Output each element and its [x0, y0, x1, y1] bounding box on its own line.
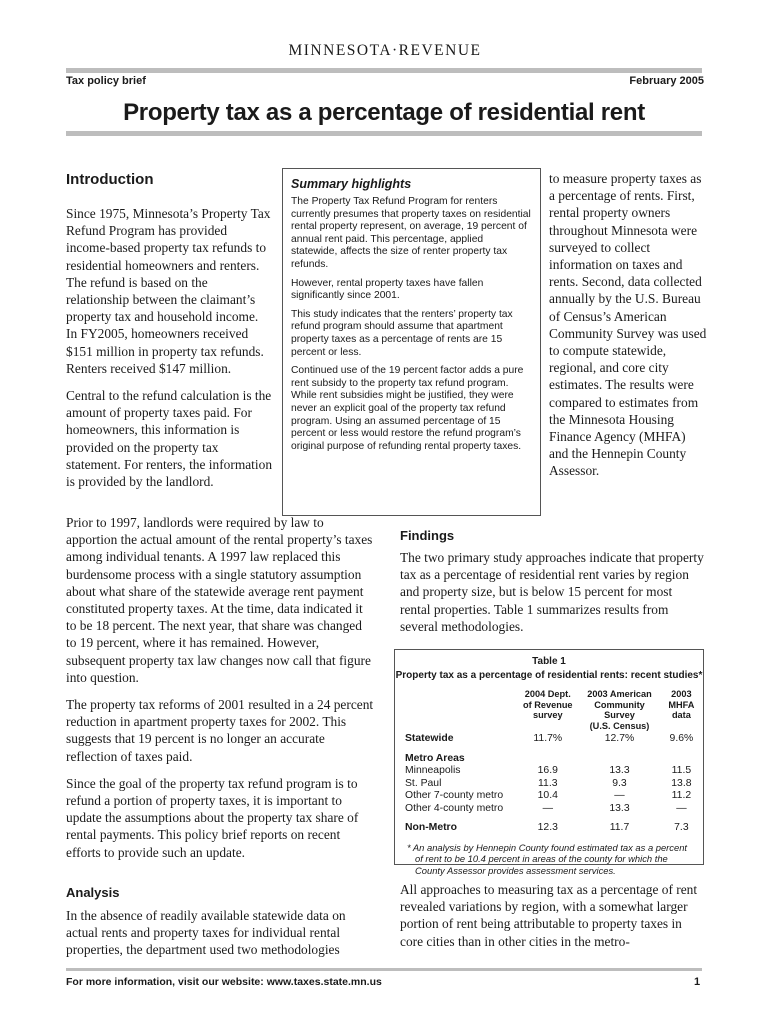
col-header-revenue: 2004 Dept. of Revenue survey [523, 689, 573, 720]
introduction-heading: Introduction [66, 171, 154, 188]
analysis-paragraph: In the absence of readily available statewide data on actual rents and property taxes for individual rental properties, the department used two methodologies [66, 908, 346, 958]
table-row: Other 4-county metro — 13.3 — [405, 802, 687, 814]
summary-paragraph-4: Continued use of the 19 percent factor adds a pure rent subsidy to the property tax refund program. While rent subsidies might be justified, they were never an explicit goal of the property tax refund program. Using an assumed percentage of 15 percent or less would restore the refund program’s original purpose of refunding rental property taxes. [291, 365, 524, 452]
table-label: Table 1 [532, 656, 566, 667]
methodology-column [549, 170, 707, 480]
masthead: MINNESOTA·REVENUE [288, 42, 482, 59]
analysis-column [66, 907, 366, 959]
table-row: Minneapolis 16.9 13.3 11.5 [405, 765, 692, 776]
intro-continued-column [66, 514, 374, 861]
top-rule [66, 68, 702, 73]
intro-paragraph-3: Prior to 1997, landlords were required by law to apportion the actual amount of the rental property’s taxes among individual tenants. A 1997 law replaced this burdensome process with a single statutory assumption about what share of the statewide average rent payment constituted property taxes. At the time, data indicated it to be 18 percent. The next year, that share was changed to 19 percent, where it has remained. However, subsequent property tax law changes now call that figure into question. [66, 515, 373, 685]
summary-paragraph-2: However, rental property taxes have fallen significantly since 2001. [291, 277, 484, 302]
data-table [405, 689, 703, 835]
footer-rule [66, 968, 702, 971]
intro-column [66, 205, 272, 490]
footer-website: For more information, visit our website: www.taxes.state.mn.us [66, 976, 382, 988]
findings-heading: Findings [400, 528, 455, 543]
summary-paragraph-1: The Property Tax Refund Program for renters currently presumes that property taxes on residential rental property represent, on average, 19 percent of annual rent paid. This percentage, applied statewide, affects the size of renter property tax refunds. [291, 196, 531, 270]
table-1-box [394, 649, 704, 876]
summary-highlights-box [282, 168, 541, 516]
page-number: 1 [694, 976, 701, 988]
table-title: Property tax as a percentage of residential rents: recent studies* [395, 670, 703, 681]
intro-paragraph-5: Since the goal of the property tax refund program is to refund a portion of property taxes, it is important to update the assumptions about the property tax share of rental payments. This policy brief reports on recent efforts to provide such an update. [66, 775, 359, 860]
table-row: Other 7-county metro 10.4 — 11.2 [405, 790, 692, 801]
table-row-nonmetro: Non-Metro 12.3 11.7 7.3 [405, 822, 689, 833]
date-label: February 2005 [629, 75, 704, 87]
summary-paragraph-3: This study indicates that the renters’ property tax refund program should assume that apartment property taxes as a percentage of rents are 15 percent or less. [291, 308, 513, 358]
intro-paragraph-1: Since 1975, Minnesota’s Property Tax Refund Program has provided income-based property tax refunds to residential homeowners and renters. The refund is based on the relationship between the claimant’s property tax and household income. In FY2005, homeowners received $151 million in property tax refunds. Renters received $147 million. [66, 206, 271, 376]
findings-paragraph-2: All approaches to measuring tax as a percentage of rent revealed variations by region, with a somewhat larger portion of rent being attributable to property taxes in core cities than in other cities in the metro- [400, 882, 698, 949]
table-row: St. Paul 11.3 9.3 13.8 [405, 777, 692, 789]
page-title: Property tax as a percentage of residential rent [123, 99, 645, 126]
table-footnote: * An analysis by Hennepin County found estimated tax as a percent of rent to be 10.4 percent in areas of the county for which the County Assessor provides assessment services. [407, 841, 688, 876]
table-header-row [405, 689, 703, 733]
analysis-heading: Analysis [66, 885, 120, 900]
summary-title: Summary highlights [291, 177, 412, 191]
intro-paragraph-2: Central to the refund calculation is the amount of property taxes paid. For homeowners, this information is provided on the property tax statement. For renters, the information is provided by the landlord. [66, 388, 273, 490]
title-rule [66, 131, 702, 136]
intro-paragraph-4: The property tax reforms of 2001 resulted in a 24 percent reduction in apartment property taxes for 2002. This suggests that 19 percent is no longer an accurate reflection of taxes paid. [66, 697, 374, 764]
table-row-statewide: Statewide 11.7% 12.7% 9.6% [405, 733, 694, 744]
series-label: Tax policy brief [66, 75, 146, 87]
findings-column [400, 549, 704, 635]
findings-paragraph-1: The two primary study approaches indicate that property tax as a percentage of residential rent varies by region and property size, but is below 15 percent for most rental properties. Table 1 summarizes results from several methodologies. [400, 550, 704, 634]
col-header-census: 2003 American Community Survey (U.S. Census) [587, 689, 652, 731]
methodology-paragraph: to measure property taxes as a percentage of rents. First, rental property owners throughout Minnesota were surveyed to collect information on taxes and rents. Second, data collected annually by the U.S. Bureau of Census’s American Community Survey was used to compute statewide, regional, and core city estimates. The results were compared to estimates from the Minnesota Housing Finance Agency (MHFA) and the Hennepin County Assessor. [549, 171, 707, 479]
col-header-mhfa: 2003 MHFA data [668, 689, 695, 720]
findings-continued-column [400, 881, 704, 950]
table-row-metro-heading: Metro Areas [405, 752, 465, 764]
